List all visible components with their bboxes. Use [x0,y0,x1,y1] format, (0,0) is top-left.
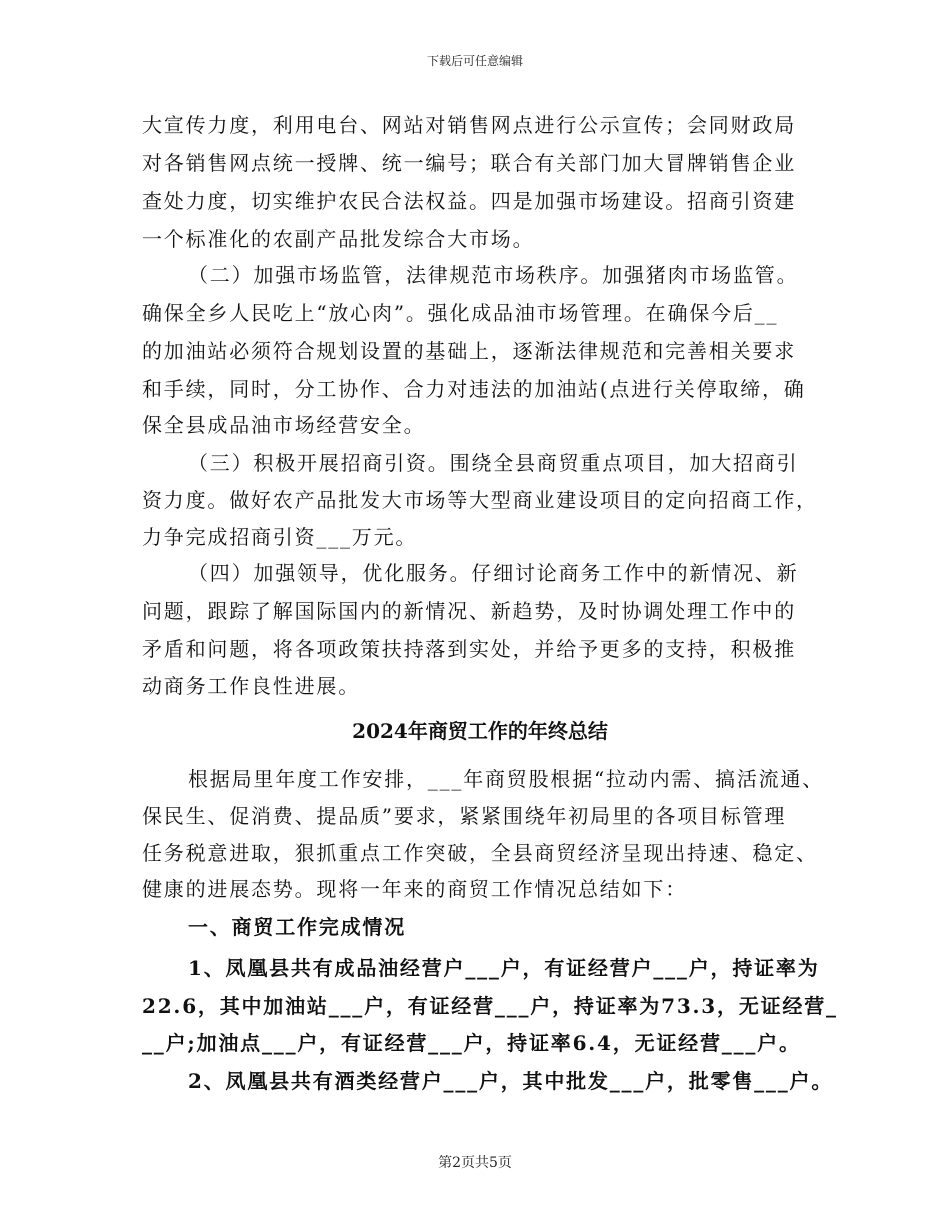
page-header: 下载后可任意编辑 [426,54,523,68]
paragraph-line: 任务税意进取，狠抓重点工作突破，全县商贸经济呈现出持速、稳定、 [142,841,818,865]
section-heading-4: （四）加强领导，优化服务。仔细讨论商务工作中的新情况、新 [188,561,799,585]
paragraph-line: 查处力度，切实维护农民合法权益。四是加强市场建设。招商引资建 [142,189,796,213]
paragraph-line: 力争完成招商引资___万元。 [142,525,418,549]
paragraph-line: 确保全乡人民吃上“放心肉”。强化成品油市场管理。在确保今后__ [142,301,779,325]
paragraph-line: 和手续，同时，分工协作、合力对违法的加油站(点进行关停取缔，确 [142,377,806,401]
paragraph-line: 健康的进展态势。现将一年来的商贸工作情况总结如下： [142,877,687,901]
paragraph-line: 动商务工作良性进展。 [142,674,360,698]
paragraph-line: 根据局里年度工作安排，___年商贸股根据“拉动内需、搞活流通、 [188,767,825,791]
page-number: 第2页共5页 [438,1155,512,1171]
item-1-line: __户;加油点___户，有证经营___户，持证率6.4，无证经营___户。 [142,1031,801,1055]
item-2-line: 2、凤凰县共有酒类经营户___户，其中批发___户，批零售___户。 [188,1069,834,1093]
paragraph-line: 对各销售网点统一授牌、统一编号；联合有关部门加大冒牌销售企业 [142,151,796,175]
paragraph-line: 保民生、促消费、提品质”要求，紧紧围绕年初局里的各项目标管理 [142,804,787,828]
section-heading-3: （三）积极开展招商引资。围绕全县商贸重点项目，加大招商引 [188,451,799,475]
paragraph-line: 保全县成品油市场经营安全。 [142,413,426,437]
paragraph-line: 一个标准化的农副产品批发综合大市场。 [142,227,535,251]
paragraph-line: 资力度。做好农产品批发大市场等大型商业建设项目的定向招商工作， [142,488,818,512]
section-heading-2: （二）加强市场监管，法律规范市场秩序。加强猪肉市场监管。 [188,263,799,287]
document-title: 2024年商贸工作的年终总结 [352,719,608,743]
paragraph-line: 大宣传力度，利用电台、网站对销售网点进行公示宣传；会同财政局 [142,113,796,137]
item-1-line: 22.6，其中加油站___户，有证经营___户，持证率为73.3，无证经营_ [142,994,838,1018]
paragraph-line: 的加油站必须符合规划设置的基础上，逐渐法律规范和完善相关要求 [142,339,796,363]
paragraph-line: 问题，跟踪了解国际国内的新情况、新趋势，及时协调处理工作中的 [142,599,796,623]
paragraph-line: 矛盾和问题，将各项政策扶持落到实处，并给予更多的支持，积极推 [142,637,796,661]
item-1-line: 1、凤凰县共有成品油经营户___户，有证经营户___户，持证率为 [188,956,820,980]
section-heading-one: 一、商贸工作完成情况 [188,915,406,939]
